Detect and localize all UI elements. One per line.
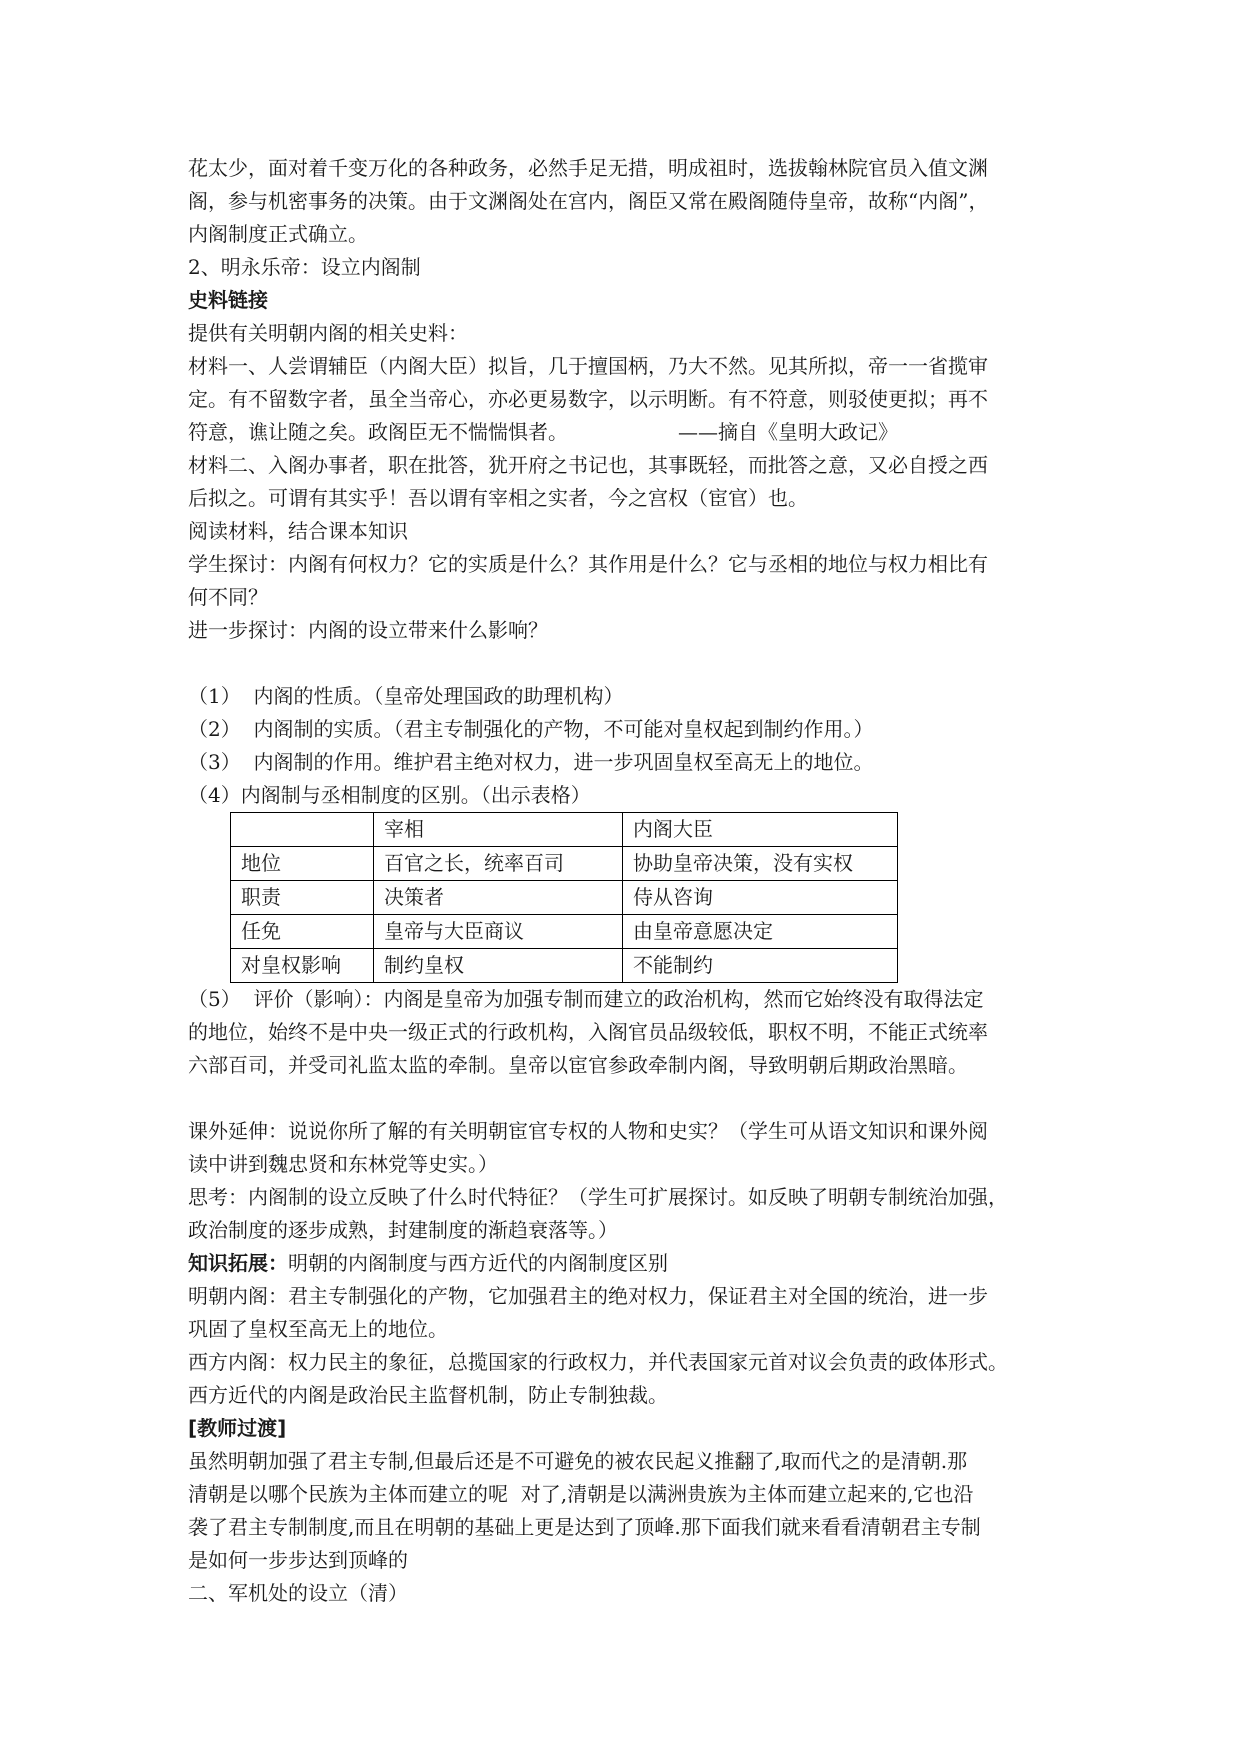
blank-line <box>188 647 1071 680</box>
text-line: 六部百司，并受司礼监太监的牵制。皇帝以宦官参政牵制内阁，导致明朝后期政治黑暗。 <box>188 1053 968 1077</box>
comparison-table <box>230 812 898 983</box>
text-line: 材料二、入阁办事者，职在批答，犹开府之书记也，其事既轻，而批答之意，又必自授之西 <box>188 453 988 477</box>
text-line: 是如何一步步达到顶峰的 <box>188 1548 408 1572</box>
text-line: 提供有关明朝内阁的相关史料： <box>188 321 468 345</box>
text-line: 袭了君主专制制度,而且在明朝的基础上更是达到了顶峰.那下面我们就来看看清朝君主专制 <box>188 1515 981 1539</box>
text-line: 西方近代的内阁是政治民主监督机制，防止专制独裁。 <box>188 1383 668 1407</box>
text-line <box>188 416 1071 449</box>
text-line <box>188 1247 1071 1280</box>
text-line: 西方内阁：权力民主的象征，总揽国家的行政权力，并代表国家元首对议会负责的政体形式。 <box>188 1350 1008 1374</box>
text-line: 课外延伸：说说你所了解的有关明朝宦官专权的人物和史实？（学生可从语文知识和课外阅 <box>188 1119 988 1143</box>
text-line: 材料一、人尝谓辅臣（内阁大臣）拟旨，几于擅国柄，乃大不然。见其所拟，帝一一省揽审 <box>188 354 988 378</box>
table-cell: 协助皇帝决策，没有实权 <box>623 847 898 881</box>
table-cell: 任免 <box>231 915 374 949</box>
section-heading: 2、明永乐帝：设立内阁制 <box>188 255 421 279</box>
table-row <box>231 949 898 983</box>
table-cell: 不能制约 <box>623 949 898 983</box>
table-cell: 地位 <box>231 847 374 881</box>
table-cell: 职责 <box>231 881 374 915</box>
text-line: 巩固了皇权至高无上的地位。 <box>188 1317 448 1341</box>
table-cell: 由皇帝意愿决定 <box>623 915 898 949</box>
source-citation: ——摘自《皇明大政记》 <box>678 420 898 444</box>
table-header-row <box>231 813 898 847</box>
table-cell: 皇帝与大臣商议 <box>374 915 623 949</box>
bold-label: 知识拓展： <box>188 1251 288 1275</box>
list-item: （2） 内阁制的实质。（君主专制强化的产物，不可能对皇权起到制约作用。） <box>188 717 874 741</box>
list-item: （1） 内阁的性质。（皇帝处理国政的助理机构） <box>188 684 624 708</box>
table-row <box>231 881 898 915</box>
list-item: （5） 评价（影响）：内阁是皇帝为加强专制而建立的政治机构，然而它始终没有取得法定 <box>188 987 984 1011</box>
table-cell: 制约皇权 <box>374 949 623 983</box>
table-cell: 决策者 <box>374 881 623 915</box>
text-line: 进一步探讨：内阁的设立带来什么影响？ <box>188 618 548 642</box>
table-cell: 侍从咨询 <box>623 881 898 915</box>
list-item: （4）内阁制与丞相制度的区别。（出示表格） <box>188 783 591 807</box>
text-line: 定。有不留数字者，虽全当帝心，亦必更易数字，以示明断。有不符意，则驳使更拟；再不 <box>188 387 988 411</box>
section-heading: 二、军机处的设立（清） <box>188 1581 408 1605</box>
text-line: 阅读材料，结合课本知识 <box>188 519 408 543</box>
list-item: （3） 内阁制的作用。维护君主绝对权力，进一步巩固皇权至高无上的地位。 <box>188 750 874 774</box>
text-line: 内阁制度正式确立。 <box>188 222 368 246</box>
bold-heading: [教师过渡] <box>188 1416 287 1440</box>
table-row <box>231 847 898 881</box>
text-line: 何不同？ <box>188 585 268 609</box>
text-line: 花太少，面对着千变万化的各种政务，必然手足无措，明成祖时，选拔翰林院官员入值文渊 <box>188 156 988 180</box>
text-line: 的地位，始终不是中央一级正式的行政机构，入阁官员品级较低，职权不明，不能正式统率 <box>188 1020 988 1044</box>
table-row <box>231 915 898 949</box>
text-line: 思考：内阁制的设立反映了什么时代特征？（学生可扩展探讨。如反映了明朝专制统治加强， <box>188 1185 1008 1209</box>
table-cell: 对皇权影响 <box>231 949 374 983</box>
text-line: 后拟之。可谓有其实乎！吾以谓有宰相之实者，今之宫权（宦官）也。 <box>188 486 808 510</box>
table-cell: 百官之长，统率百司 <box>374 847 623 881</box>
quote-text: 符意，谯让随之矣。政阁臣无不惴惴惧者。 <box>188 420 568 444</box>
text-line: 明朝内阁：君主专制强化的产物，它加强君主的绝对权力，保证君主对全国的统治，进一步 <box>188 1284 988 1308</box>
bold-heading: 史料链接 <box>188 288 268 312</box>
table-cell: 内阁大臣 <box>623 813 898 847</box>
table-cell: 宰相 <box>374 813 623 847</box>
text-line: 学生探讨：内阁有何权力？它的实质是什么？其作用是什么？它与丞相的地位与权力相比有 <box>188 552 988 576</box>
inline-text: 明朝的内阁制度与西方近代的内阁制度区别 <box>288 1251 668 1275</box>
blank-line <box>188 1082 1071 1115</box>
text-line: 阁，参与机密事务的决策。由于文渊阁处在宫内，阁臣又常在殿阁随侍皇帝，故称“内阁”， <box>188 189 989 213</box>
table-cell <box>231 813 374 847</box>
text-line: 虽然明朝加强了君主专制,但最后还是不可避免的被农民起义推翻了,取而代之的是清朝.那 <box>188 1449 968 1473</box>
text-line: 政治制度的逐步成熟，封建制度的渐趋衰落等。） <box>188 1218 618 1242</box>
text-line: 清朝是以哪个民族为主体而建立的呢 对了,清朝是以满洲贵族为主体而建立起来的,它也沿 <box>188 1482 974 1506</box>
text-line: 读中讲到魏忠贤和东林党等史实。） <box>188 1152 498 1176</box>
